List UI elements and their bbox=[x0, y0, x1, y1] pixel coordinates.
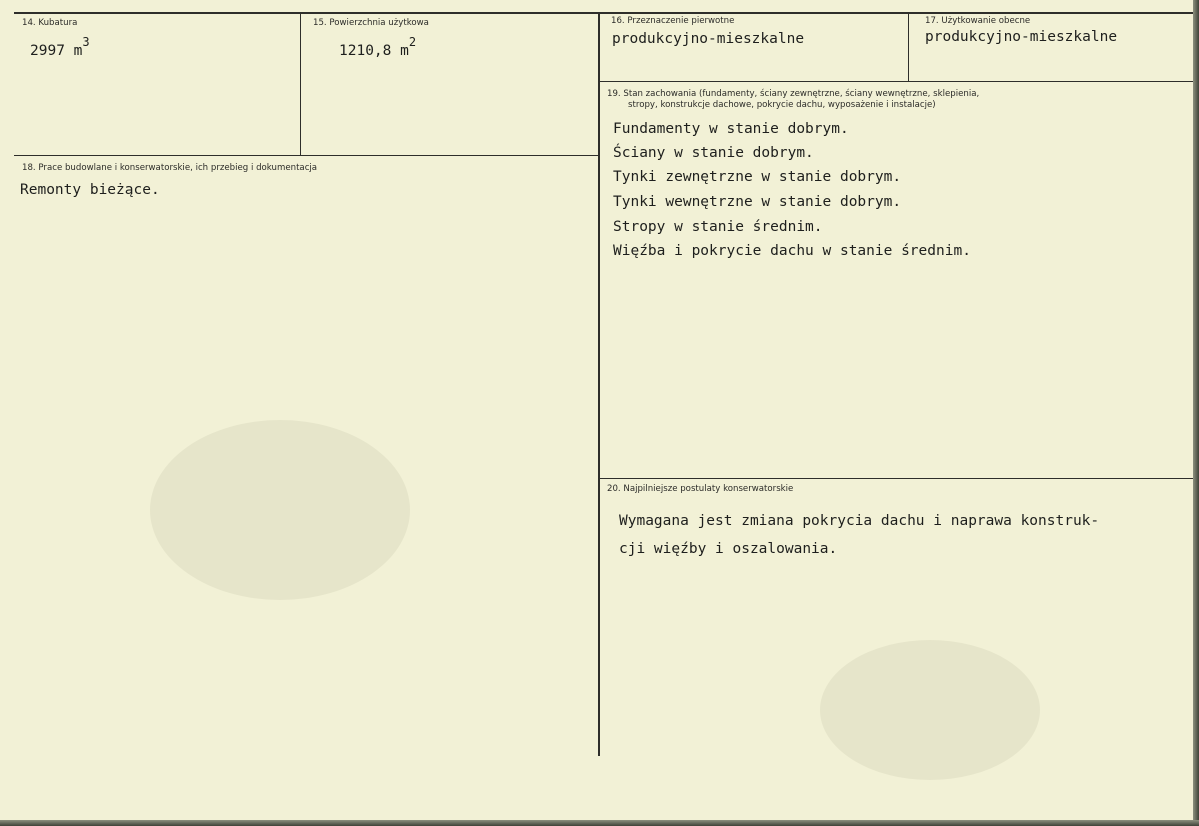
field-prace-label: 18. Prace budowlane i konserwatorskie, ich przebieg i dokumentacja bbox=[22, 163, 318, 173]
field-stan-label-line1: 19. Stan zachowania (fundamenty, ściany zewnętrzne, ściany wewnętrzne, sklepienia, bbox=[607, 89, 980, 99]
field-postulaty-label: 20. Najpilniejsze postulaty konserwatorskie bbox=[607, 484, 794, 494]
paper-stain bbox=[150, 420, 410, 600]
field-stan-label-line2: stropy, konstrukcje dachowe, pokrycie dachu, wyposażenie i instalacje) bbox=[628, 100, 936, 110]
divider-col-14-15 bbox=[300, 13, 301, 156]
field-stan-line: Ściany w stanie dobrym. bbox=[613, 145, 814, 161]
field-kubatura-label: 14. Kubatura bbox=[22, 18, 78, 28]
field-uzytkowanie-label: 17. Użytkowanie obecne bbox=[925, 16, 1031, 26]
field-przeznaczenie-label: 16. Przeznaczenie pierwotne bbox=[611, 16, 735, 26]
powierzchnia-number: 1210,8 m bbox=[339, 43, 409, 59]
rule-above-18 bbox=[14, 155, 598, 156]
field-powierzchnia-value bbox=[339, 35, 416, 59]
divider-col-16-17 bbox=[908, 13, 909, 81]
paper-stain bbox=[820, 640, 1040, 780]
rule-above-19 bbox=[599, 81, 1193, 82]
card-edge-right bbox=[1193, 0, 1199, 826]
divider-left-right bbox=[598, 13, 600, 756]
rule-above-20 bbox=[599, 478, 1193, 479]
field-prace-value: Remonty bieżące. bbox=[20, 182, 160, 198]
field-stan-line: Stropy w stanie średnim. bbox=[613, 219, 823, 235]
field-stan-line: Tynki zewnętrzne w stanie dobrym. bbox=[613, 169, 902, 185]
field-stan-line: Więźba i pokrycie dachu w stanie średnim. bbox=[613, 243, 971, 259]
field-stan-line: Tynki wewnętrzne w stanie dobrym. bbox=[613, 194, 902, 210]
field-przeznaczenie-value: produkcyjno-mieszkalne bbox=[612, 31, 805, 47]
kubatura-number: 2997 m bbox=[30, 43, 83, 59]
field-powierzchnia-label: 15. Powierzchnia użytkowa bbox=[313, 18, 429, 28]
field-stan-line: Fundamenty w stanie dobrym. bbox=[613, 121, 849, 137]
field-postulaty-line: Wymagana jest zmiana pokrycia dachu i naprawa konstruk- bbox=[619, 513, 1100, 529]
card-edge-bottom bbox=[0, 820, 1199, 826]
field-uzytkowanie-value: produkcyjno-mieszkalne bbox=[925, 29, 1118, 45]
kubatura-exponent: 3 bbox=[82, 35, 90, 49]
top-rule bbox=[14, 12, 1193, 14]
powierzchnia-exponent: 2 bbox=[408, 35, 417, 49]
field-postulaty-line: cji więźby i oszalowania. bbox=[619, 541, 838, 557]
field-kubatura-value bbox=[30, 35, 90, 59]
